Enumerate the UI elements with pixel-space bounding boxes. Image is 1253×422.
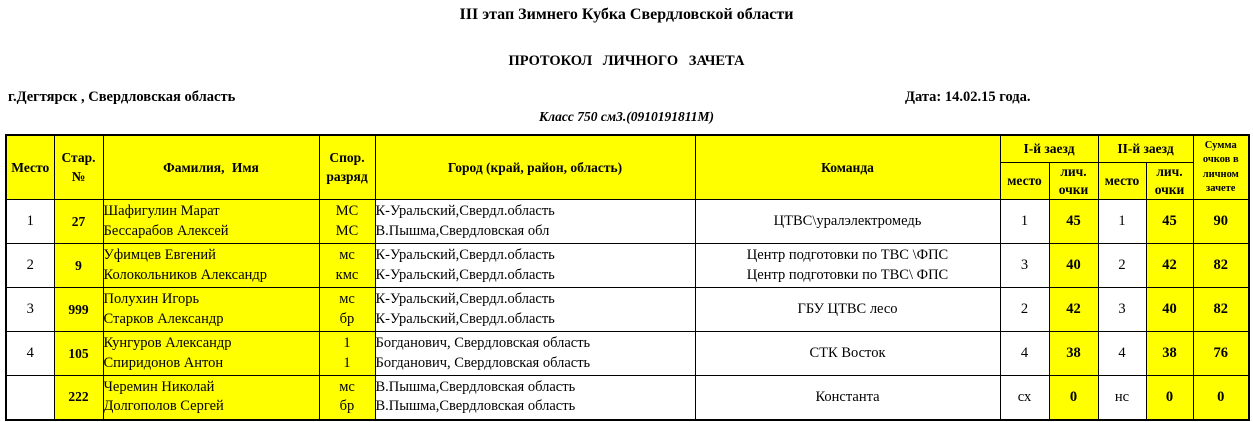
protocol-table (5, 134, 1250, 421)
header-heat1: I-й заезд (1000, 135, 1098, 162)
cell-total-points: 82 (1193, 288, 1249, 332)
cell-heat2-place: 1 (1098, 200, 1146, 244)
cell-heat2-place: 2 (1098, 244, 1146, 288)
table-body (6, 200, 1249, 420)
header-heat2-place: место (1098, 162, 1146, 200)
cell-cities: К-Уральский,Свердл.область К-Уральский,Свердл.область (375, 288, 695, 332)
rider-name: Бессарабов Алексей (103, 222, 229, 239)
cell-heat2-points: 38 (1146, 332, 1193, 376)
cell-start-number: 9 (54, 244, 103, 288)
cell-cities: К-Уральский,Свердл.область В.Пышма,Свердловская обл (375, 200, 695, 244)
cell-start-number: 27 (54, 200, 103, 244)
rider-name: Кунгуров Александр (103, 335, 232, 351)
cell-heat1-points: 0 (1049, 376, 1098, 420)
cell-final-place: 1 (6, 200, 54, 244)
cell-ranks: мс бр (319, 376, 375, 420)
header-total (1193, 135, 1249, 200)
cell-final-place: 2 (6, 244, 54, 288)
header-heat1-points: лич. очки (1049, 162, 1098, 200)
cell-heat1-place: 1 (1000, 200, 1049, 244)
cell-start-number: 222 (54, 376, 103, 420)
header-total-line1: Сумма (1204, 140, 1237, 152)
header-total-line4: зачете (1206, 182, 1236, 194)
header-start-number-line2: № (71, 168, 86, 184)
header-heat2-points: лич. очки (1146, 162, 1193, 200)
document-subtitle: ПРОТОКОЛ ЛИЧНОГО ЗАЧЕТА (508, 53, 745, 69)
cell-names (103, 332, 319, 376)
header-heat2: II-й заезд (1098, 135, 1193, 162)
rider-name: Долгополов Сергей (103, 398, 224, 415)
rider-name: Черемин Николай (103, 378, 215, 395)
cell-heat2-points: 0 (1146, 376, 1193, 420)
cell-heat2-place: 4 (1098, 332, 1146, 376)
cell-ranks: МС МС (319, 200, 375, 244)
cell-heat1-place: сх (1000, 376, 1049, 420)
cell-heat2-points: 40 (1146, 288, 1193, 332)
cell-names (103, 244, 319, 288)
event-location: г.Дегтярск , Свердловская область (8, 89, 236, 105)
table-row (6, 376, 1249, 420)
cell-heat2-place: нс (1098, 376, 1146, 420)
cell-team: ГБУ ЦТВС лесо (695, 288, 1000, 332)
cell-total-points: 82 (1193, 244, 1249, 288)
header-total-line2: очков в (1202, 154, 1239, 166)
header-heat1-place: место (1000, 162, 1049, 200)
table-row (6, 332, 1249, 376)
cell-heat2-points: 45 (1146, 200, 1193, 244)
table-row (6, 244, 1249, 288)
cell-heat2-points: 42 (1146, 244, 1193, 288)
header-rank-line2: разряд (326, 168, 368, 184)
header-city: Город (край, район, область) (375, 135, 695, 200)
cell-ranks: мс кмс (319, 244, 375, 288)
header-name: Фамилия, Имя (103, 135, 319, 200)
rider-name: Шафигулин Марат (103, 203, 220, 219)
cell-team: Константа (695, 376, 1000, 420)
cell-final-place: 3 (6, 288, 54, 332)
cell-heat1-points: 42 (1049, 288, 1098, 332)
table-header (6, 135, 1249, 200)
document-title: III этап Зимнего Кубка Свердловской области (459, 6, 794, 23)
rider-name: Колокольников Александр (103, 266, 268, 283)
cell-cities: К-Уральский,Свердл.область К-Уральский,Свердл.область (375, 244, 695, 288)
cell-heat1-points: 38 (1049, 332, 1098, 376)
cell-start-number: 999 (54, 288, 103, 332)
header-place: Место (6, 135, 54, 200)
header-start-number-line1: Стар. (61, 150, 96, 166)
cell-final-place: 4 (6, 332, 54, 376)
cell-heat1-points: 40 (1049, 244, 1098, 288)
cell-cities: Богданович, Свердловская область Богданович, Свердловская область (375, 332, 695, 376)
header-team: Команда (695, 135, 1000, 200)
rider-name: Старков Александр (103, 310, 224, 327)
header-total-line3: личном (1202, 168, 1239, 180)
table-row (6, 288, 1249, 332)
cell-team: ЦТВС\уралэлектромедь (695, 200, 1000, 244)
header-rank (319, 135, 375, 200)
cell-final-place (6, 376, 54, 420)
cell-heat2-place: 3 (1098, 288, 1146, 332)
cell-ranks: 1 1 (319, 332, 375, 376)
cell-heat1-points: 45 (1049, 200, 1098, 244)
cell-total-points: 76 (1193, 332, 1249, 376)
cell-names (103, 376, 319, 420)
rider-name: Спиридонов Антон (103, 354, 224, 371)
rider-name: Уфимцев Евгений (103, 247, 216, 263)
cell-cities: В.Пышма,Свердловская область В.Пышма,Свердловская область (375, 376, 695, 420)
header-rank-line1: Спор. (329, 150, 365, 166)
cell-names (103, 288, 319, 332)
rider-name: Полухин Игорь (103, 291, 200, 307)
cell-ranks: мс бр (319, 288, 375, 332)
event-date: Дата: 14.02.15 года. (905, 89, 1031, 105)
cell-names (103, 200, 319, 244)
cell-heat1-place: 2 (1000, 288, 1049, 332)
header-start-number (54, 135, 103, 200)
header-row-top (6, 135, 1249, 162)
cell-heat1-place: 3 (1000, 244, 1049, 288)
cell-team: Центр подготовки по ТВС \ФПС Центр подготовки по ТВС\ ФПС (695, 244, 1000, 288)
cell-team: СТК Восток (695, 332, 1000, 376)
vehicle-class-line: Класс 750 см3.(0910191811М) (539, 109, 714, 124)
cell-total-points: 90 (1193, 200, 1249, 244)
cell-heat1-place: 4 (1000, 332, 1049, 376)
cell-total-points: 0 (1193, 376, 1249, 420)
cell-start-number: 105 (54, 332, 103, 376)
table-row (6, 200, 1249, 244)
